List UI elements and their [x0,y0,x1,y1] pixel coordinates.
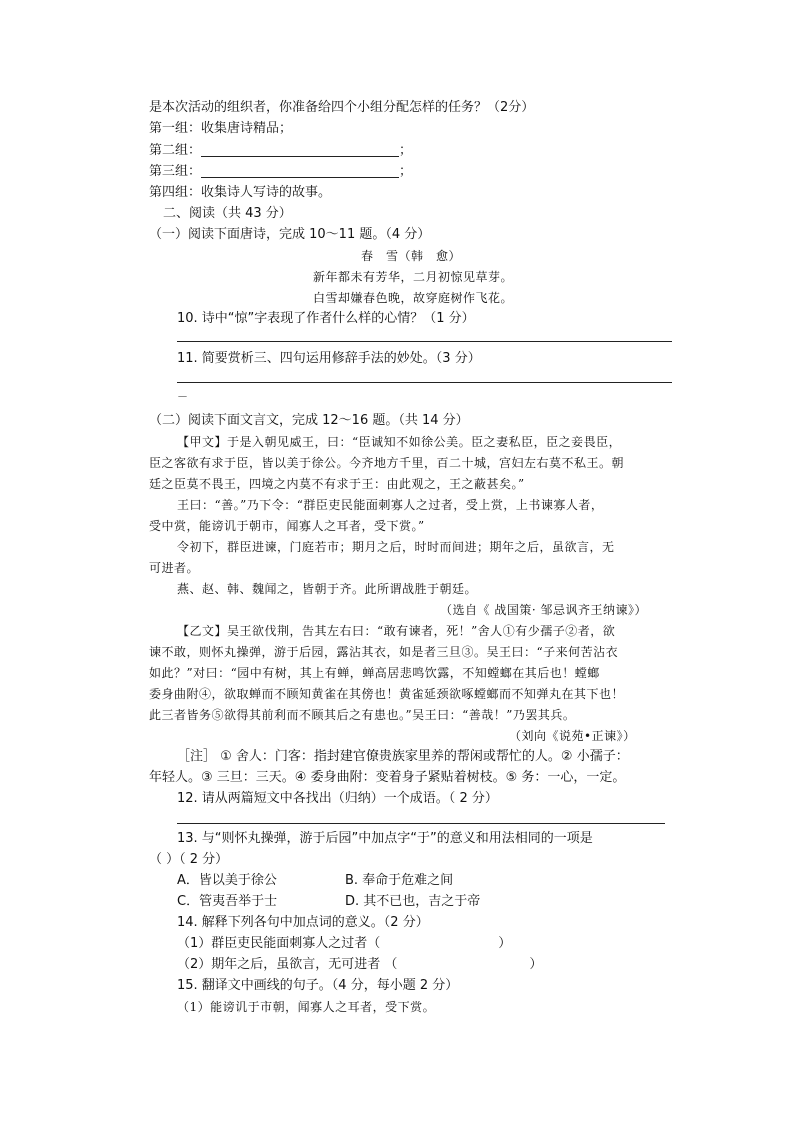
stray-mark: － [177,390,188,403]
question-14-item-2-close: ） [529,957,543,972]
part-2-title: （二）阅读下面文言文，完成 12～16 题。（共 14 分） [149,413,469,428]
jia-text-line: 廷之臣莫不畏王，四境之内莫不有求于王：由此观之，王之蔽甚矣。” [149,477,525,491]
yi-text-line: 委身曲附④，欲取蝉而不顾知黄雀在其傍也！黄雀延颈欲啄螳螂而不知弹丸在其下也！ [149,687,625,701]
question-13-bracket: （ ）（ 2 分） [149,852,229,867]
option-c[interactable]: C．管夷吾举于士 [177,894,278,909]
jia-text-line: 受中赏，能谤讥于朝市，闻寡人之耳者，受下赏。” [149,519,425,533]
jia-text-line: 臣之客欲有求于臣，皆以美于徐公。今齐地方千里，百二十城，宫妇左右莫不私王。朝 [149,456,625,470]
question-14-item-1 [177,935,511,953]
yi-text-line: 如此？”对曰：“园中有树，其上有蝉，蝉高居悲鸣饮露，不知螳螂在其后也！螳螂 [149,666,600,680]
group-2-label: 第二组： [149,143,202,158]
answer-line-11[interactable] [177,382,672,383]
question-12: 12. 请从两篇短文中各找出（归纳）一个成语。（ 2 分） [177,791,498,806]
group-3-semicolon: ； [399,164,413,179]
group-2-answer-blank[interactable] [201,142,399,157]
poem-title: 春 雪（韩 愈） [361,249,462,263]
section-heading: 二、阅读（共 43 分） [163,206,292,221]
jia-text-line: 燕、赵、韩、魏闻之，皆朝于齐。此所谓战胜于朝廷。 [177,582,478,596]
annotation-line: 年轻人。③ 三旦：三天。④ 委身曲附：变着身子紧贴着树枝。⑤ 务：一心，一定。 [149,770,626,785]
question-11: 11. 简要赏析三、四句运用修辞手法的妙处。（3 分） [177,351,481,366]
question-13: 13. 与“则怀丸操弹，游于后园”中加点字“于”的意义和用法相同的一项是 [177,831,593,846]
jia-text-line: 王曰：“善。”乃下令：“群臣吏民能面刺寡人之过者，受上赏，上书谏寡人者， [177,498,604,512]
part-1-title: （一）阅读下面唐诗，完成 10～11 题。（4 分） [149,227,431,242]
group-2-semicolon: ； [399,143,413,158]
intro-line: 是本次活动的组织者，你准备给四个小组分配怎样的任务？（2分） [149,100,535,115]
question-14-item-2-text: （2）期年之后，虽欲言，无可进者 （ [177,957,398,972]
question-14: 14. 解释下列各句中加点词的意义。（2 分） [177,915,429,930]
question-15-item-1: （1）能谤讥于市朝，闻寡人之耳者，受下赏。 [177,1000,436,1014]
yi-text-line: 【乙文】吴王欲伐荆，告其左右曰：“敢有谏者，死！”舍人①有少孺子②者，欲 [177,624,616,638]
jia-text-line: 令初下，群臣进谏，门庭若市；期月之后，时时而间进；期年之后，虽欲言，无 [177,540,615,554]
group-3-label: 第三组： [149,164,202,179]
option-b[interactable]: B. 奉命于危难之间 [345,873,454,888]
question-10: 10. 诗中“惊”字表现了作者什么样的心情？（1 分） [177,311,475,326]
poem-line-2: 白雪却嫌春色晚，故穿庭树作飞花。 [313,291,514,305]
group-3-task [149,163,412,181]
answer-line-10[interactable] [177,341,672,342]
yi-source: （刘向《说苑•正谏》） [509,729,636,743]
option-d[interactable]: D. 其不已也，吉之于帝 [345,894,481,909]
yi-text-line: 谏不敢，则怀丸操弹，游于后园，露沾其衣，如是者三旦③。吴王曰：“子来何苦沾衣 [149,645,619,659]
question-14-item-1-text: （1）群臣吏民能面刺寡人之过者（ [177,936,381,951]
question-15: 15. 翻译文中画线的句子。（4 分，每小题 2 分） [177,978,459,993]
answer-line-12[interactable] [177,823,665,824]
yi-text-line: 此三者皆务⑤欲得其前利而不顾其后之有患也。”吴王曰：“善哉！”乃罢其兵。 [149,708,576,722]
group-3-answer-blank[interactable] [201,163,399,178]
option-a[interactable]: A．皆以美于徐公 [177,873,277,888]
jia-text-line: 【甲文】于是入朝见威王，曰：“臣诚知不如徐公美。臣之妻私臣，臣之妾畏臣， [177,435,622,449]
group-1-task: 第一组：收集唐诗精品； [149,121,293,136]
question-14-item-1-close: ） [498,936,512,951]
jia-text-line: 可进者。 [149,561,200,575]
question-14-item-2 [177,956,542,974]
annotation-line: ［注］ ① 舍人：门客：指封建官僚贵族家里养的帮闲或帮忙的人。② 小孺子： [177,749,629,764]
group-4-task: 第四组：收集诗人写诗的故事。 [149,185,332,200]
group-2-task [149,142,412,160]
jia-source: （选自《 战国策· 邹忌讽齐王纳谏》） [440,603,647,617]
poem-line-1: 新年都未有芳华，二月初惊见草芽。 [313,270,514,284]
